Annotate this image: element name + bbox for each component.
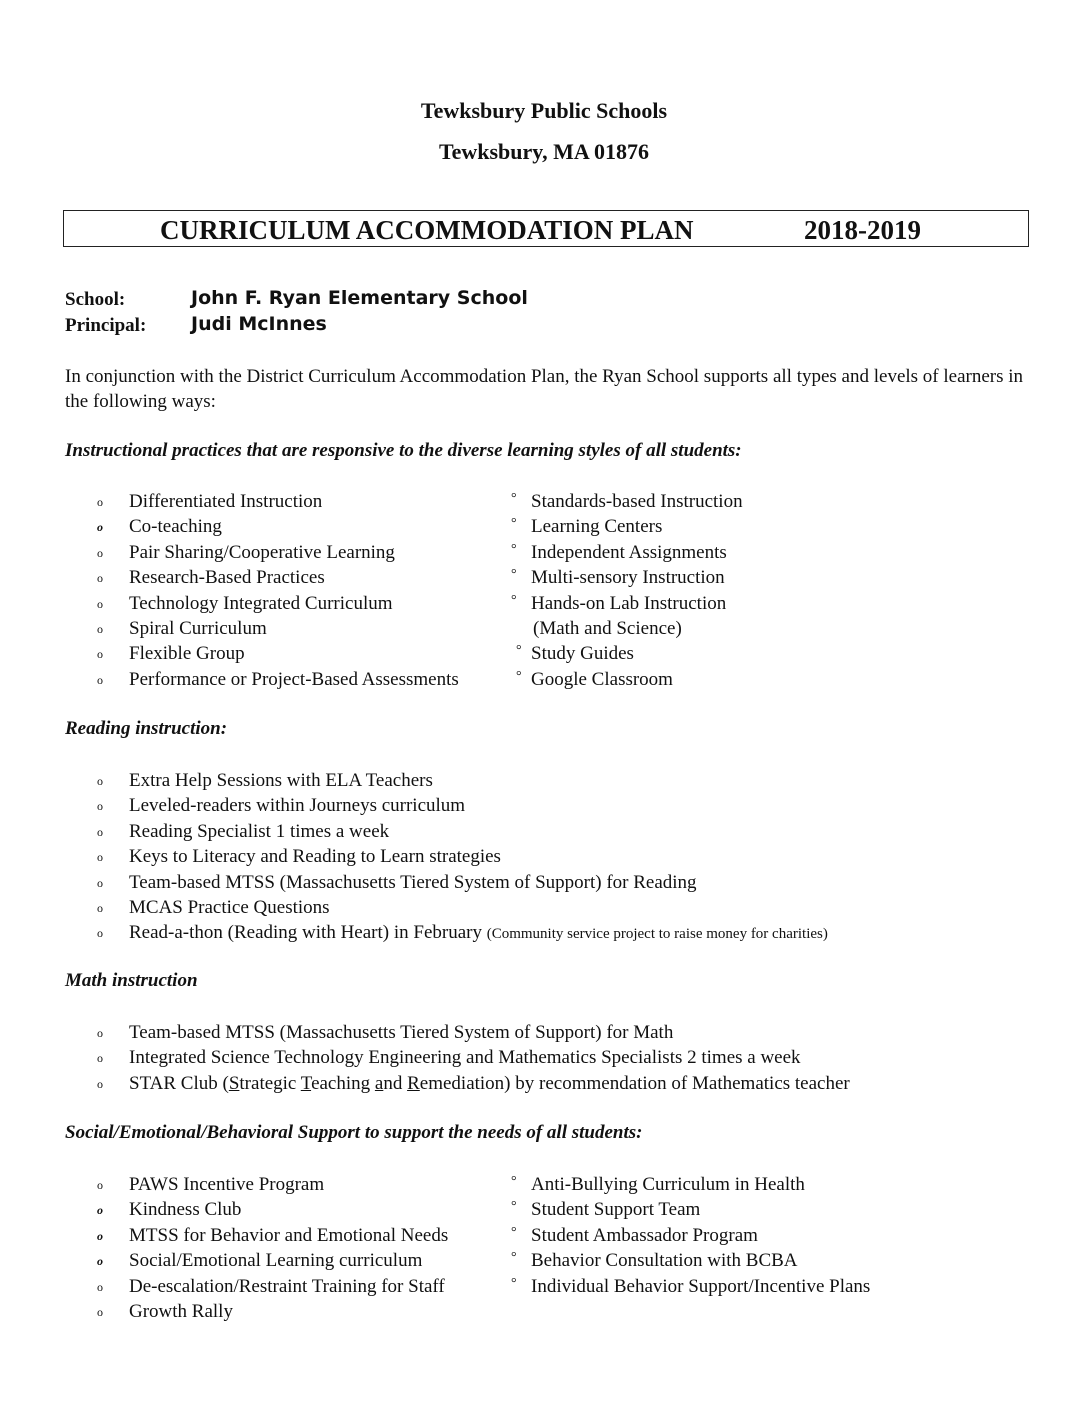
list-item: ° Anti-Bullying Curriculum in Health	[509, 1172, 870, 1197]
district-address: Tewksbury, MA 01876	[438, 139, 650, 164]
principal-label: Principal:	[65, 315, 147, 336]
list-item: o Team-based MTSS (Massachusetts Tiered System of Support) for Math	[65, 1020, 850, 1045]
bullet-icon: o	[97, 1051, 103, 1066]
list-item: o Keys to Literacy and Reading to Learn strategies	[65, 844, 828, 869]
instructional-heading: Instructional practices that are responsive to the diverse learning styles of all students:	[65, 440, 742, 461]
bullet-icon: o	[97, 1228, 103, 1243]
school-name: John F. Ryan Elementary School	[191, 287, 528, 309]
bullet-icon: °	[511, 1199, 517, 1215]
bullet-icon: °	[511, 592, 517, 608]
district-name: Tewksbury Public Schools	[420, 98, 668, 123]
bullet-icon: o	[97, 875, 103, 890]
list-item: o Growth Rally	[65, 1299, 448, 1324]
plan-year: 2018-2019	[804, 215, 921, 245]
list-item: o De-escalation/Restraint Training for Staff	[65, 1274, 448, 1299]
plan-title: CURRICULUM ACCOMMODATION PLAN	[160, 215, 694, 245]
list-item: o Social/Emotional Learning curriculum	[65, 1248, 448, 1273]
bullet-icon: °	[511, 1250, 517, 1266]
list-item: ° Google Classroom	[509, 667, 743, 692]
bullet-icon: °	[511, 1224, 517, 1240]
bullet-icon: o	[97, 799, 103, 814]
list-item: o MCAS Practice Questions	[65, 895, 828, 920]
list-item: ° Individual Behavior Support/Incentive Plans	[509, 1274, 870, 1299]
bullet-icon: o	[97, 1254, 103, 1269]
bullet-icon: o	[97, 1026, 103, 1040]
list-item: o Leveled-readers within Journeys curriculum	[65, 793, 828, 818]
list-item: o Team-based MTSS (Massachusetts Tiered System of Support) for Reading	[65, 870, 828, 895]
list-item: o Performance or Project-Based Assessments	[65, 667, 459, 692]
instructional-left-list	[65, 489, 459, 692]
list-item: o Read-a-thon (Reading with Heart) in February (Community service project to raise money for charities)	[65, 920, 828, 945]
bullet-icon: °	[511, 567, 517, 583]
social-right-list	[509, 1172, 870, 1299]
bullet-icon: o	[97, 520, 103, 535]
list-item: o Reading Specialist 1 times a week	[65, 819, 828, 844]
list-item: o Technology Integrated Curriculum	[65, 591, 459, 616]
list-item: o Differentiated Instruction	[65, 489, 459, 514]
list-item: o MTSS for Behavior and Emotional Needs	[65, 1223, 448, 1248]
list-item: o Integrated Science Technology Engineering and Mathematics Specialists 2 times a week	[65, 1045, 850, 1070]
intro-paragraph: In conjunction with the District Curriculum Accommodation Plan, the Ryan School supports all types and levels of learners in the following ways:	[65, 366, 1024, 412]
reading-list	[65, 768, 828, 946]
social-heading: Social/Emotional/Behavioral Support to support the needs of all students:	[65, 1122, 643, 1143]
bullet-icon: o	[97, 571, 103, 586]
list-item: ° Learning Centers	[509, 514, 743, 539]
list-item: o STAR Club (Strategic Teaching and Remediation) by recommendation of Mathematics teacher	[65, 1071, 850, 1096]
list-item: ° Standards-based Instruction	[509, 489, 743, 514]
bullet-icon: o	[97, 621, 103, 636]
list-item: o Spiral Curriculum	[65, 616, 459, 641]
list-item: ° Student Ambassador Program	[509, 1223, 870, 1248]
bullet-icon: o	[97, 926, 103, 941]
list-item: ° Hands-on Lab Instruction	[509, 591, 743, 616]
bullet-icon: °	[511, 491, 517, 506]
bullet-icon: °	[511, 541, 517, 557]
instructional-right-list	[509, 489, 743, 692]
list-item: (Math and Science)	[533, 617, 682, 639]
bullet-icon: o	[97, 774, 103, 788]
school-label: School:	[65, 289, 126, 310]
list-item: o Co-teaching	[65, 514, 459, 539]
list-item: ° Independent Assignments	[509, 540, 743, 565]
bullet-icon: °	[516, 668, 522, 684]
bullet-icon: °	[511, 516, 517, 532]
bullet-icon: °	[511, 1275, 517, 1291]
bullet-icon: o	[97, 495, 103, 509]
bullet-icon: o	[97, 647, 103, 662]
math-list	[65, 1020, 850, 1096]
bullet-icon: o	[97, 850, 103, 865]
bullet-icon: o	[97, 1076, 103, 1091]
list-item: ° Behavior Consultation with BCBA	[509, 1248, 870, 1273]
bullet-icon: o	[97, 1178, 103, 1192]
list-item: ° Study Guides	[509, 641, 743, 666]
bullet-icon: o	[97, 545, 103, 560]
bullet-icon: o	[97, 1279, 103, 1294]
list-item: o Flexible Group	[65, 641, 459, 666]
reading-heading: Reading instruction:	[65, 718, 228, 739]
bullet-icon: o	[97, 824, 103, 839]
bullet-icon: o	[97, 900, 103, 915]
list-item: o Research-Based Practices	[65, 565, 459, 590]
bullet-icon: o	[97, 596, 103, 611]
principal-name: Judi McInnes	[191, 313, 327, 335]
list-item: o Extra Help Sessions with ELA Teachers	[65, 768, 828, 793]
list-item: ° Student Support Team	[509, 1197, 870, 1222]
bullet-icon: o	[97, 672, 103, 687]
bullet-icon: o	[97, 1203, 103, 1218]
list-item: o Pair Sharing/Cooperative Learning	[65, 540, 459, 565]
bullet-icon: °	[511, 1174, 517, 1189]
social-left-list	[65, 1172, 448, 1324]
bullet-icon: o	[97, 1304, 103, 1319]
bullet-icon: °	[516, 643, 522, 659]
list-item: o Kindness Club	[65, 1197, 448, 1222]
list-item: ° Multi-sensory Instruction	[509, 565, 743, 590]
math-heading: Math instruction	[65, 970, 198, 991]
list-item: o PAWS Incentive Program	[65, 1172, 448, 1197]
readathon-note: (Community service project to raise money for charities)	[486, 926, 828, 943]
